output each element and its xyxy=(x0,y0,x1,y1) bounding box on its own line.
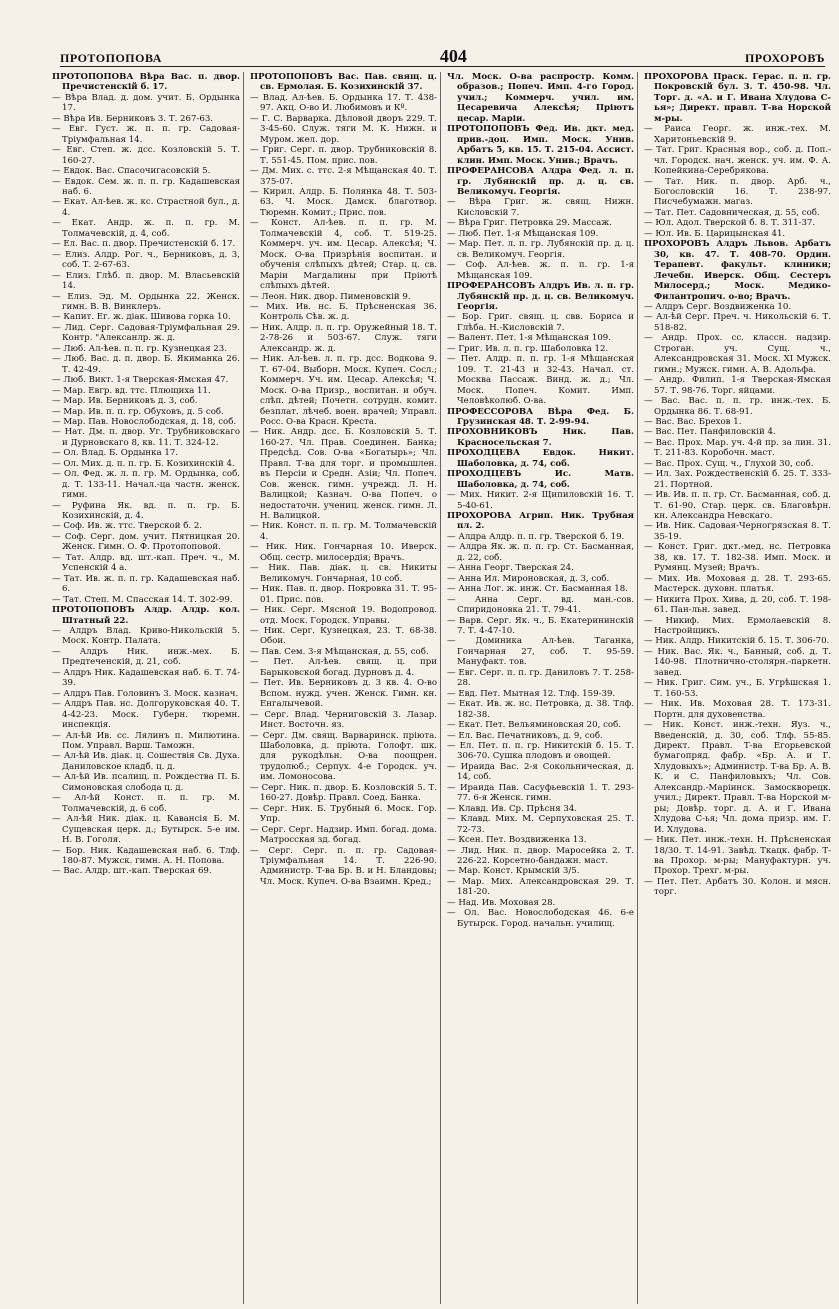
directory-entry: — Елиз. Эд. М. Ордынка 22. Женск. гимн. В. В. Винклеръ. xyxy=(52,291,240,312)
directory-entry: — Юл. Ив. Б. Царицынская 41. xyxy=(644,228,786,239)
directory-entry: — Андр. Прох. сс. классн. надзир. Строган. уч. Сущ. ч., Александровская 31. Моск. XI Мужск. гимн.; Мужск. гимн. А. В. Адольфа. xyxy=(644,333,831,375)
directory-entry: — Вас. Алдр. шт.-кап. Тверская 69. xyxy=(52,866,212,877)
directory-entry: — Ел. Пет. п. п. гр. Никитскій б. 15. Т. 306-70. Сушка плодовъ и овощей. xyxy=(447,741,634,762)
directory-entry: — Алдръ Ник. инж.-мех. Б. Предтеченскій, д. 21, соб. xyxy=(52,646,240,668)
directory-entry: — Тат. Пет. Садовническая, д. 55, соб. xyxy=(644,207,820,218)
directory-entry: — Тат. Алдр. вд. шт.-кап. Преч. ч., М. Успенскій 4 а. xyxy=(52,552,240,574)
directory-entry: — Анна Серг. вд. ман.-сов. Спиридоновка 21. Т. 79-41. xyxy=(447,594,634,616)
directory-entry: — Ел. Вас. Печатниковъ, д. 9, соб. xyxy=(447,730,603,741)
directory-entry: — Андр. Филип. 1-я Тверская-Ямская 57. Т. 98-76. Торг. яйцами. xyxy=(644,375,831,396)
directory-entry: — Юл. Адол. Тверской б. 8. Т. 311-37. xyxy=(644,218,816,229)
directory-entry: — Бор. Ник. Кадашевская наб. 6. Тлф. 180-87. Мужск. гимн. А. Н. Попова. xyxy=(52,845,240,866)
directory-entry: — Люб. Ал-ѣев. п. п. гр. Кузнецкая 23. xyxy=(52,343,227,354)
directory-entry: — Валент. Пет. 1-я Мѣщанская 109. xyxy=(447,333,611,344)
directory-entry: — Серг. Влад. Черниговскій 3. Лазар. Инст. Восточн. яз. xyxy=(250,709,437,731)
directory-entry: — Алдръ Серг. Воздвиженка 10. xyxy=(644,301,792,312)
directory-entry: — Ник. Алдр. Никитскій б. 15. Т. 306-70. xyxy=(644,636,830,647)
directory-entry: — Алдръ Влад. Криво-Никольскій 5. Моск. Контр. Палата. xyxy=(52,626,240,647)
directory-entry: — Ив. Ив. п. п. гр. Ст. Басманная, соб. д. Т. 61-90. Стар. церк. св. Благовѣрн. кн. Александра Невскаго. xyxy=(644,490,831,522)
directory-entry: — Люб. Пет. 1-я Мѣщанская 109. xyxy=(447,228,599,239)
directory-column xyxy=(637,72,834,1304)
directory-entry: — Анна Лог. ж. инж. Ст. Басманная 18. xyxy=(447,584,628,595)
directory-entry: ПРОФЕРАНСОВА Алдра Фед. л. п. гр. Лубянскій пр. д. ц. св. Великомуч. Георгія. xyxy=(447,166,634,197)
directory-column xyxy=(440,72,637,1304)
directory-entry: — Люб. Вас. д. п. двор. Б. Якиманка 26. Т. 42-49. xyxy=(52,354,240,375)
directory-entry: — Руфина Як. вд. п. п. гр. Б. Козихинскій, д. 4. xyxy=(52,500,240,522)
running-head-right: ПРОХОРОВЪ xyxy=(744,51,825,65)
directory-entry: — Пав. Сем. 3-я Мѣщанская, д. 55, соб. xyxy=(250,646,429,657)
directory-entry: — Евдок. Вас. Спасочигасовскій 5. xyxy=(52,166,211,177)
directory-entry: — Пет. Ив. Берниковъ д. 3 кв. 4. О-во Вспом. нужд. учен. Женск. Гимн. кн. Енгалычевой. xyxy=(250,678,437,710)
directory-entry: — Варв. Серг. Як. ч., Б. Екатерининскій 7. Т. 4-47-10. xyxy=(447,615,634,637)
directory-entry: — Вѣра Григ. Петровка 29. Массаж. xyxy=(447,218,612,229)
directory-entry: — Тат. Степ. М. Спасская 14. Т. 302-99. xyxy=(52,594,233,605)
directory-entry: — Ник. Пав. діак. ц. св. Никиты Великомуч. Гончарная, 10 соб. xyxy=(250,563,437,584)
directory-entry: ПРОХОРОВА Агрип. Ник. Трубная пл. 2. xyxy=(447,511,634,532)
directory-entry: — Елиз. Алдр. Рог. ч., Берниковъ, д. 3, соб. Т. 2-67-63. xyxy=(52,249,240,271)
directory-entry: — Мих. Никит. 2-я Щипиловскій 16. Т. 5-40-61. xyxy=(447,490,634,511)
directory-column xyxy=(243,72,440,1304)
directory-entry: Чл. Моск. О-ва распростр. Комм. образов.; Попеч. Имп. 4-го Город. учил.; Коммерч. учил. им. Цесаревича Алексѣя; Пріютъ цесар. Маріи. xyxy=(447,72,634,124)
directory-entry: ПРОТОПОПОВА Вѣра Вас. п. двор. Пречистенскій б. 17. xyxy=(52,72,240,93)
directory-entry: — Ник. Андр. дсс. Б. Козловскій 5. Т. 160-27. Чл. Прав. Соединен. Банка; Предсѣд. Сов. О-ва «Богатырь»; Чл. Правл. Т-ва для торг. и промышлен. въ Персіи и Средн. Азіи; Чл. Попеч. Сов. женск. гимн. учрежд. Л. Н. Валицкой; Казнач. О-ва Попеч. о недостаточн. учениц. женск. гимн. Л. Н. Валицкой. xyxy=(250,427,437,522)
directory-entry: — Григ. Ив. л. п. гр. Шаболовка 12. xyxy=(447,343,609,354)
directory-entry: — Ник. Пет. инж.-техн. Н. Прѣсненская 18/30. Т. 14-91. Завѣд. Ткацк. фабр. Т-ва Прохор. м-ры; Мануфактурн. уч. Прохор. Трехг. м-ры. xyxy=(644,835,831,877)
directory-entry: — Алдра Алдр. п. п. гр. Тверской б. 19. xyxy=(447,531,625,542)
directory-entry: ПРОТОПОПОВЪ Вас. Пав. свящ. ц. св. Ермолая. Б. Козихинскій 37. xyxy=(250,72,437,93)
directory-entry: — Ал-ѣй Ив. діак. ц. Сошествія Св. Духа. Даниловское кладб. ц. д. xyxy=(52,751,240,772)
directory-entry: — Екат. Ив. ж. нс. Петровка, д. 38. Тлф. 182-38. xyxy=(447,699,634,720)
directory-entry: — Вас. Вас. п. п. гр. инж.-тех. Б. Ордынка 86. Т. 68-91. xyxy=(644,396,831,417)
directory-entry: — Ал-ѣй Конст. п. п. гр. М. Толмачевскій, д. 6 соб. xyxy=(52,793,240,814)
directory-entry: — Мар. Мих. Александровская 29. Т. 181-20. xyxy=(447,876,634,898)
directory-entry: — Мих. Ив. Моховая д. 28. Т. 293-65. Мастерск. духовн. платья. xyxy=(644,573,831,595)
directory-entry: — Елиз. Глѣб. п. двор. М. Власьевскій 14. xyxy=(52,270,240,292)
page-number: 404 xyxy=(439,46,467,66)
directory-entry: — Вѣра Ив. Берниковъ 3. Т. 267-63. xyxy=(52,113,214,124)
directory-entry: — Влад. Ал-ѣев. Б. Ордынка 17. Т. 438-97. Акц. О-во И. Любимовъ и Кº. xyxy=(250,92,437,114)
directory-entry: — Алдра Як. ж. п. п. гр. Ст. Басманная, д. 22, соб. xyxy=(447,542,634,563)
directory-column xyxy=(46,72,243,1304)
directory-entry: — Анна Георг. Тверская 24. xyxy=(447,563,574,574)
directory-entry: — Ол. Влад. Б. Ордынка 17. xyxy=(52,448,179,459)
directory-entry: — Екат. Андр. ж. п. п. гр. М. Толмачевскій, д. 4, соб. xyxy=(52,218,240,239)
directory-entry: — Ив. Ник. Садовая-Черногрязская 8. Т. 35-19. xyxy=(644,521,831,542)
directory-entry: — Ел. Вас. п. двор. Пречистенскій б. 17. xyxy=(52,239,236,250)
directory-entry: — Тат. Ив. ж. п. п. гр. Кадашевская наб. 6. xyxy=(52,573,240,595)
directory-entry: ПРОФЕРАНСОВЪ Алдръ Ив. л. п. гр. Лубянскій пр. д. ц. св. Великомуч. Георгія. xyxy=(447,281,634,312)
directory-entry: — Нат. Дм. п. двор. Уг. Трубниковскаго и Дурновскаго 8, кв. 11. Т. 324-12. xyxy=(52,427,240,448)
directory-entry: — Мар. Пав. Новослободская, д. 18, соб. xyxy=(52,416,237,427)
directory-entry: — Конст. Григ. дкт.-мед. нс. Петровка 38, кв. 17. Т. 182-38. Имп. Моск. и Румянц. Музей; Врачъ. xyxy=(644,542,831,574)
directory-entry: — Бор. Григ. свящ. ц. свв. Бориса и Глѣба. Н.-Кисловскій 7. xyxy=(447,312,634,333)
directory-entry: — Ираида Вас. 2-я Сокольническая, д. 14, соб. xyxy=(447,761,634,783)
directory-entry: — Серг. Серг. п. п. гр. Садовая-Тріумфальная 14. Т. 226-90. Администр. Т-ва Бр. В. и Н. Бландовы; Чл. Моск. Купеч. О-ва Взаимн. Кред.; xyxy=(250,845,437,887)
directory-entry: — Ник. Конст. инж.-техн. Яуз. ч., Введенскій, д. 30, соб. Тлф. 55-85. Директ. Правл. Т-ва Егорьевской бумагопряд. фабр. «Бр. А. и Г. Хлудовыхъ»; Администр. Т-ва Бр. А. В. К. и С. Панфиловыхъ; Чл. Сов. Александр.-Маріинск. Замоскворецк. учил.; Директ. Правл. Т-ва Норской м-ры; Довѣр. торг. д. А. и Г. Ивана Хлудова С-ья; Чл. дома призр. им. Г. И. Хлудова. xyxy=(644,720,831,835)
directory-entry: — Мар. Конст. Крымскій 3/5. xyxy=(447,866,580,877)
directory-entry: — Вас. Пет. Панфиловскій 4. xyxy=(644,427,776,438)
directory-entry: — Ксен. Пет. Воздвиженка 13. xyxy=(447,835,587,846)
directory-entry: — Ал-ѣй Серг. Преч. ч. Никольскій 6. Т. 518-82. xyxy=(644,312,831,333)
directory-entry: — Над. Ив. Моховая 28. xyxy=(447,897,556,908)
directory-entry: — Доминика Ал-ѣев. Таганка, Гончарная 27, соб. Т. 95-59. Мануфакт. тов. xyxy=(447,636,634,668)
directory-entry: — Ник. Ник. Гончарная 10. Иверск. Общ. сестр. милосердія; Врачъ. xyxy=(250,542,437,563)
directory-entry: — Соф. Ал-ѣев. ж. п. п. гр. 1-я Мѣщанская 109. xyxy=(447,260,634,281)
directory-entry: — Ираида Пав. Сасуфьевскій 1. Т. 293-77. 6-я Женск. гимн. xyxy=(447,782,634,804)
directory-entry: — Соф. Ив. ж. ттс. Тверской б. 2. xyxy=(52,521,203,532)
directory-entry: — Лид. Серг. Садовая-Тріумфальная 29. Контр. "Алексанлр. ж. д. xyxy=(52,322,240,344)
directory-entry: — Алдръ Ник. Кадашевская наб. 6. Т. 74-39. xyxy=(52,667,240,689)
directory-entry: — Ник. Серг. Кузнецкая, 23. Т. 68-38. Обои. xyxy=(250,626,437,647)
directory-entry: — Ник. Вас. Як. ч., Банный, соб. д. Т. 140-98. Плотнично-столярн.-паркетн. завед. xyxy=(644,646,831,678)
directory-entry: — Ник. Ив. Моховая 28. Т. 173-31. Портн. для духовенства. xyxy=(644,699,831,720)
directory-entry: — Екат. Ал-ѣев. ж. кс. Страстной бул., д. 4. xyxy=(52,197,240,218)
directory-entry: ПРОХОДЦЕВА Евдок. Никит. Шаболовка, д. 74, соб. xyxy=(447,448,634,469)
directory-entry: — Серг. Дм. свящ. Варваринск. пріюта. Шаболовка, д. пріюта. Голофт. шк. для рукодѣльн. О-ва поощрен. трудолюб.; Серпух. 4-е Городск. уч. им. Ломоносова. xyxy=(250,730,437,783)
directory-entry: — Вѣра Григ. ж. свящ. Нижн. Кисловскій 7. xyxy=(447,197,634,218)
directory-entry: — Мар. Ив. п. п. гр. Обуховъ, д. 5 соб. xyxy=(52,406,224,417)
directory-entry: — Мих. Ив. нс. Б. Прѣсненская 36. Контроль Сѣв. ж. д. xyxy=(250,301,437,323)
directory-entry: — Ник. Ал-ѣев. л. п. гр. дсс. Водкова 9. Т. 67-04. Выборн. Моск. Купеч. Сосл.; Коммерч. Уч. им. Цесар. Алексѣя; Ч. Моск. О-ва Призр., воспитан. и обуч. слѣп. дѣтей; Почетн. сотрудн. комит. безплат. лѣчеб. воен. врачей; Управл. Росс. О-ва Красн. Креста. xyxy=(250,354,437,427)
directory-entry: — Раиса Георг. ж. инж.-тех. М. Харитоньевскій 9. xyxy=(644,124,831,145)
directory-entry: — Клавд. Ив. Ср. Прѣсня 34. xyxy=(447,803,578,814)
directory-entry: — Ол. Фед. ж. л. п. гр. М. Ордынка, соб. д. Т. 133-11. Начал.-ца частн. женск. гимн. xyxy=(52,469,240,501)
directory-entry: — Серг. Ник. Б. Трубный 6. Моск. Гор. Упр. xyxy=(250,803,437,825)
directory-entry: — Пет. Алдр. п. п. гр. 1-я Мѣщанская 109. Т. 21-43 и 32-43. Начал. ст. Москва Пассаж. Винд. ж. д.; Чл. Моск. Попеч. Комит. Имп. Человѣколюб. О-ва. xyxy=(447,354,634,407)
directory-entry: ПРОХОРОВА Праск. Герас. п. п. гр. Покровскій бул. 3. Т. 450-98. Чл. Торг. д. «А. и Г. Ивана Хлудова С-ья»; Директ. правл. Т-ва Норской м-ры. xyxy=(644,72,831,124)
directory-entry: — Никиф. Мих. Ермолаевскій 8. Настройщикъ. xyxy=(644,615,831,637)
directory-entry: — Евг. Серг. п. п. гр. Даниловъ 7. Т. 258-28. xyxy=(447,667,634,689)
directory-columns xyxy=(46,72,834,1304)
directory-entry: ПРОХОДЦЕВЪ Иc. Матв. Шаболовка, д. 74, соб. xyxy=(447,469,634,490)
directory-entry: — Ал-ѣй Ник. діак. ц. Кавансія Б. М. Сущевская церк. д.; Бутырск. 5-е им. Н. В. Гоголя. xyxy=(52,814,240,846)
directory-entry: — Ник. Серг. Мясной 19. Водопровод. отд. Моск. Городск. Управы. xyxy=(250,605,437,626)
directory-entry: — Евдок. Сем. ж. п. п. гр. Кадашевская наб. 6. xyxy=(52,176,240,197)
directory-entry: — Ник. Григ. Сим. уч., Б. Угрѣшская 1. Т. 160-53. xyxy=(644,678,831,699)
directory-entry: — Ал-ѣй Ив. псалищ. п. Рождества П. Б. Симоновская слобода ц. д. xyxy=(52,772,240,793)
directory-entry: — Кирил. Алдр. Б. Полянка 48. Т. 503-63. Ч. Моск. Дамск. благотвор. Тюремн. Комит.; Прис. пов. xyxy=(250,186,437,218)
directory-entry: — Алдръ Пав. нс. Долгоруковская 40. Т. 4-42-23. Моск. Губерн. тюремн. инспекція. xyxy=(52,699,240,731)
directory-entry: — Ник. Алдр. л. п. гр. Оружейный 18. Т. 2-78-26 и 503-67. Служ. тяги Александр. ж. д. xyxy=(250,322,437,354)
directory-entry: — Пет. Ал-ѣев. свящ. ц. при Барыковской богад. Дурновъ д. 4. xyxy=(250,657,437,678)
directory-entry: — Григ. Серг. п. двор. Трубниковскій 8. Т. 551-45. Пом. прис. пов. xyxy=(250,145,437,166)
directory-entry: ПРОХОВНИКОВЪ Ник. Пав. Красносельская 7. xyxy=(447,427,634,448)
directory-entry: — Мар. Ив. Берниковъ д. 3, соб. xyxy=(52,396,198,407)
directory-entry: — Евд. Пет. Мытная 12. Тлф. 159-39. xyxy=(447,688,616,699)
directory-entry: — Тат. Григ. Красныя вор., соб. д. Поп.-чл. Городск. нач. женск. уч. им. Ф. А. Копейкина-Серебрякова. xyxy=(644,145,831,177)
directory-entry: ПРОТОПОПОВЪ Фед. Ив. дкт. мед. прив.-доц. Имп. Моск. Унив. Арбатъ 5, кв. 15. Т. 215-04. Ассист. клин. Имп. Моск. Унив.; Врачъ. xyxy=(447,124,634,166)
directory-entry: — Тат. Ник. п. двор. Арб. ч., Богословскій 16. Т. 238-97. Писчебумажн. магаз. xyxy=(644,176,831,208)
directory-entry: — Соф. Серг. дом. учит. Пятницкая 20. Женск. Гимн. О. Ф. Протопоповой. xyxy=(52,531,240,553)
directory-entry: — Люб. Викт. 1-я Тверская-Ямская 47. xyxy=(52,375,229,386)
directory-entry: — Мар. Пет. л. п. гр. Лубянскій пр. д. ц. св. Великомуч. Георгія. xyxy=(447,239,634,260)
directory-entry: — Вас. Вас. Брехов 1. xyxy=(644,416,742,427)
directory-entry: — Лид. Ник. п. двор. Маросейка 2. Т. 226-22. Корсетно-бандажн. маст. xyxy=(447,845,634,866)
directory-entry: — Капит. Ег. ж. діак. Шивова горка 10. xyxy=(52,312,231,323)
directory-entry: — Ол. Вас. Новослободская 46. 6-е Бутырск. Город. начальн. училищ. xyxy=(447,908,634,929)
directory-entry: — Дм. Мих. с. ттс. 2-я Мѣщанская 40. Т. 375-07. xyxy=(250,166,437,187)
directory-entry: — Алдръ Пав. Головинъ 3. Моск. казнач. xyxy=(52,688,239,699)
running-head-left: ПРОТОПОПОВА xyxy=(60,51,162,65)
directory-entry: — Екат. Пет. Вельяминовская 20, соб. xyxy=(447,720,621,731)
directory-entry: — Конст. Ал-ѣев. п. п. гр. М. Толмачевскій 4, соб. Т. 519-25. Коммерч. уч. им. Цесар. Алексѣя; Ч. Моск. О-ва Призрѣнія воспитан. и обученія слѣпыхъ дѣтей; Стар. ц. св. Маріи Магдалины при Пріютѣ слѣпыхъ дѣтей. xyxy=(250,218,437,292)
directory-entry: — Евг. Густ. ж. п. п. гр. Садовая-Тріумфальная 14. xyxy=(52,124,240,145)
directory-entry: — Ал-ѣй Ив. сс. Лялинъ п. Милютина. Пом. Управл. Варш. Таможн. xyxy=(52,730,240,751)
directory-entry: ПРОФЕССОРОВА Вѣра Фед. Б. Грузинская 48. Т. 2-99-94. xyxy=(447,406,634,427)
directory-entry: — Ник. Конст. п. п. гр. М. Толмачевскій 4. xyxy=(250,521,437,542)
directory-entry: ПРОТОПОПОВЪ Алдр. Алдр. кол. Штатный 22. xyxy=(52,605,240,626)
directory-entry: — Вас. Прох. Мар. уч. 4-й пр. за лин. 31. Т. 211-83. Коробочн. маст. xyxy=(644,437,831,459)
directory-entry: — Никита Прох. Хива, д. 20, соб. Т. 198-61. Пан-льн. завед. xyxy=(644,594,831,616)
directory-entry: — Клавд. Мих. М. Серпуховская 25. Т. 72-73. xyxy=(447,814,634,835)
directory-entry: — Ил. Зах. Рождественскій б. 25. Т. 333-21. Портной. xyxy=(644,469,831,490)
directory-entry: — Мар. Евгр. вд. ттс. Плющиха 11. xyxy=(52,385,211,396)
directory-entry: — Ник. Пав. п. двор. Покровка 31. Т. 95-01. Прис. пов. xyxy=(250,584,437,605)
directory-entry: — Г. С. Варварка. Дѣловой дворъ 229. Т. 3-45-60. Служ. тяги М. К. Нижн. и Муром. жел. дор. xyxy=(250,113,437,145)
directory-entry: — Вас. Прох. Сущ. ч., Глухой 30, соб. xyxy=(644,458,814,469)
directory-entry: — Евг. Степ. ж. дсс. Козловскій 5. Т. 160-27. xyxy=(52,145,240,166)
directory-entry: — Ол. Мих. д. п. п. гр. Б. Козихинскій 4. xyxy=(52,458,235,469)
directory-entry: — Серг. Ник. п. двор. Б. Козловскій 5. Т. 160-27. Довѣр. Правл. Соед. Банка. xyxy=(250,782,437,804)
directory-entry: — Серг. Серг. Надзир. Имп. богад. дома. Матросская зд. богад. xyxy=(250,824,437,846)
directory-entry: ПРОХОРОВЪ Алдръ Львов. Арбатъ 30, кв. 47. Т. 408-70. Ордин. Терапевт. факульт. клиники; Лечебн. Иверск. Общ. Сестеръ Милосерд.; Моск. Медико-Филантропич. о-во; Врачъ. xyxy=(644,239,831,302)
page-header xyxy=(60,44,825,67)
directory-entry: — Пет. Пет. Арбатъ 30. Колон. и мясн. торг. xyxy=(644,876,831,898)
directory-entry: — Леон. Ник. двор. Пименовскій 9. xyxy=(250,291,411,302)
directory-entry: — Вѣра Влад. д. дом. учит. Б. Ордынка 17. xyxy=(52,92,240,114)
directory-entry: — Анна Ил. Мироновская, д. 3, соб. xyxy=(447,573,610,584)
